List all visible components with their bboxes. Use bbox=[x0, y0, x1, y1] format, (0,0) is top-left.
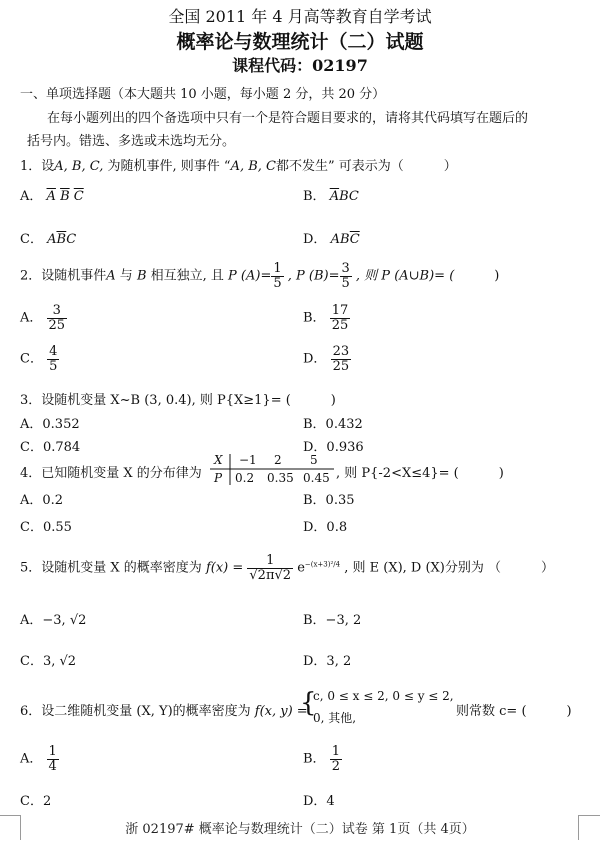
q5-option-d[interactable]: D．3, 2 bbox=[303, 654, 352, 669]
fraction: $\frac{23}{25}$ bbox=[332, 344, 350, 374]
fraction: $\frac{1}{5}$ bbox=[273, 261, 282, 291]
question-3: 3．设随机变量 X~B (3, 0.4), 则 P{X≥1}= ( ) bbox=[20, 393, 336, 408]
q5-option-b[interactable]: B．−3, 2 bbox=[303, 613, 362, 628]
question-2: 2．设随机事件A 与 B 相互独立, 且 P (A)= $\frac{1}{5}$ , P (B)= $\frac{3}{5}$ , 则 P (A∪B)= ( ) bbox=[20, 261, 500, 291]
q1-option-c[interactable]: C． $A\overline{B}C$ bbox=[20, 232, 77, 247]
q3-option-a[interactable]: A．0.352 bbox=[20, 417, 80, 432]
question-6-lead: 6．设二维随机变量 (X, Y)的概率密度为 f(x, y) = bbox=[20, 704, 308, 719]
q4-option-d[interactable]: D．0.8 bbox=[303, 520, 348, 535]
q4-option-c[interactable]: C．0.55 bbox=[20, 520, 72, 535]
question-4-ask: , 则 P{-2<X≤4}= ( ) bbox=[336, 466, 504, 481]
q2-option-a[interactable]: A． $\frac{3}{25}$ bbox=[20, 303, 66, 333]
q1-option-d[interactable]: D． $AB\overline{C}$ bbox=[303, 232, 360, 247]
q5-option-c[interactable]: C．3, √2 bbox=[20, 654, 77, 669]
q6-option-b[interactable]: B． $\frac{1}{2}$ bbox=[303, 744, 340, 774]
question-5: 5．设随机变量 X 的概率密度为 f(x) = $\frac{1}{√2\pi√2}$ $e^{-(x+3)^2/4}$ , 则 E (X), D (X)分别为 （ ） bbox=[20, 553, 555, 583]
crop-mark-right-h bbox=[579, 815, 600, 816]
section-heading: 一、单项选择题（本大题共 10 小题，每小题 2 分，共 20 分） bbox=[20, 87, 386, 102]
instructions-line-2: 括号内。错选、多选或未选均无分。 bbox=[27, 134, 236, 149]
crop-mark-left-h bbox=[0, 815, 20, 816]
brace-icon: { bbox=[300, 688, 317, 718]
fraction: $\frac{3}{25}$ bbox=[48, 303, 66, 333]
q6-option-c[interactable]: C．2 bbox=[20, 794, 52, 809]
exam-title: 全国 2011 年 4 月高等教育自学考试 bbox=[168, 7, 432, 26]
q1-option-b[interactable]: B． $\overline{A}BC$ bbox=[303, 189, 359, 204]
q2-option-d[interactable]: D． $\frac{23}{25}$ bbox=[303, 344, 350, 374]
q2-option-b[interactable]: B． $\frac{17}{25}$ bbox=[303, 303, 349, 333]
q4-option-b[interactable]: B．0.35 bbox=[303, 493, 355, 508]
q6-case-1: c, 0 ≤ x ≤ 2, 0 ≤ y ≤ 2, bbox=[313, 689, 454, 703]
q2-option-c[interactable]: C． $\frac{4}{5}$ bbox=[20, 344, 58, 374]
instructions-line-1: 在每小题列出的四个备选项中只有一个是符合题目要求的，请将其代码填写在题后的 bbox=[47, 111, 529, 126]
q3-option-b[interactable]: B．0.432 bbox=[303, 417, 363, 432]
fraction: $\frac{17}{25}$ bbox=[331, 303, 349, 333]
q3-option-d[interactable]: D．0.936 bbox=[303, 440, 364, 455]
page-footer: 浙 02197# 概率论与数理统计（二）试卷 第 1页（共 4页） bbox=[125, 822, 475, 837]
q4-option-a[interactable]: A．0.2 bbox=[20, 493, 64, 508]
question-1: 1．设A, B, C, 为随机事件, 则事件 “A, B, C都不发生” 可表示为（ ） bbox=[20, 159, 457, 174]
course-title: 概率论与数理统计（二）试题 bbox=[176, 31, 424, 53]
question-4-lead: 4．已知随机变量 X 的分布律为 bbox=[20, 466, 202, 481]
fraction: $\frac{3}{5}$ bbox=[341, 261, 350, 291]
q6-case-2: 0, 其他, bbox=[313, 711, 357, 725]
q5-option-a[interactable]: A．−3, √2 bbox=[20, 613, 87, 628]
fraction: $\frac{1}{2}$ bbox=[331, 744, 340, 774]
q1-option-a[interactable]: A． $\overline{A}$ $\overline{B}$ $\overline{C}$ bbox=[20, 189, 84, 204]
q6-option-d[interactable]: D．4 bbox=[303, 794, 335, 809]
fraction: $\frac{4}{5}$ bbox=[49, 344, 58, 374]
density-fraction: $\frac{1}{√2\pi√2}$ bbox=[249, 553, 292, 583]
fraction: $\frac{1}{4}$ bbox=[48, 744, 57, 774]
q6-option-a[interactable]: A． $\frac{1}{4}$ bbox=[20, 744, 57, 774]
question-6-ask: 则常数 c= ( ) bbox=[456, 704, 572, 719]
q3-option-c[interactable]: C．0.784 bbox=[20, 440, 81, 455]
course-code: 课程代码：02197 bbox=[232, 56, 368, 75]
